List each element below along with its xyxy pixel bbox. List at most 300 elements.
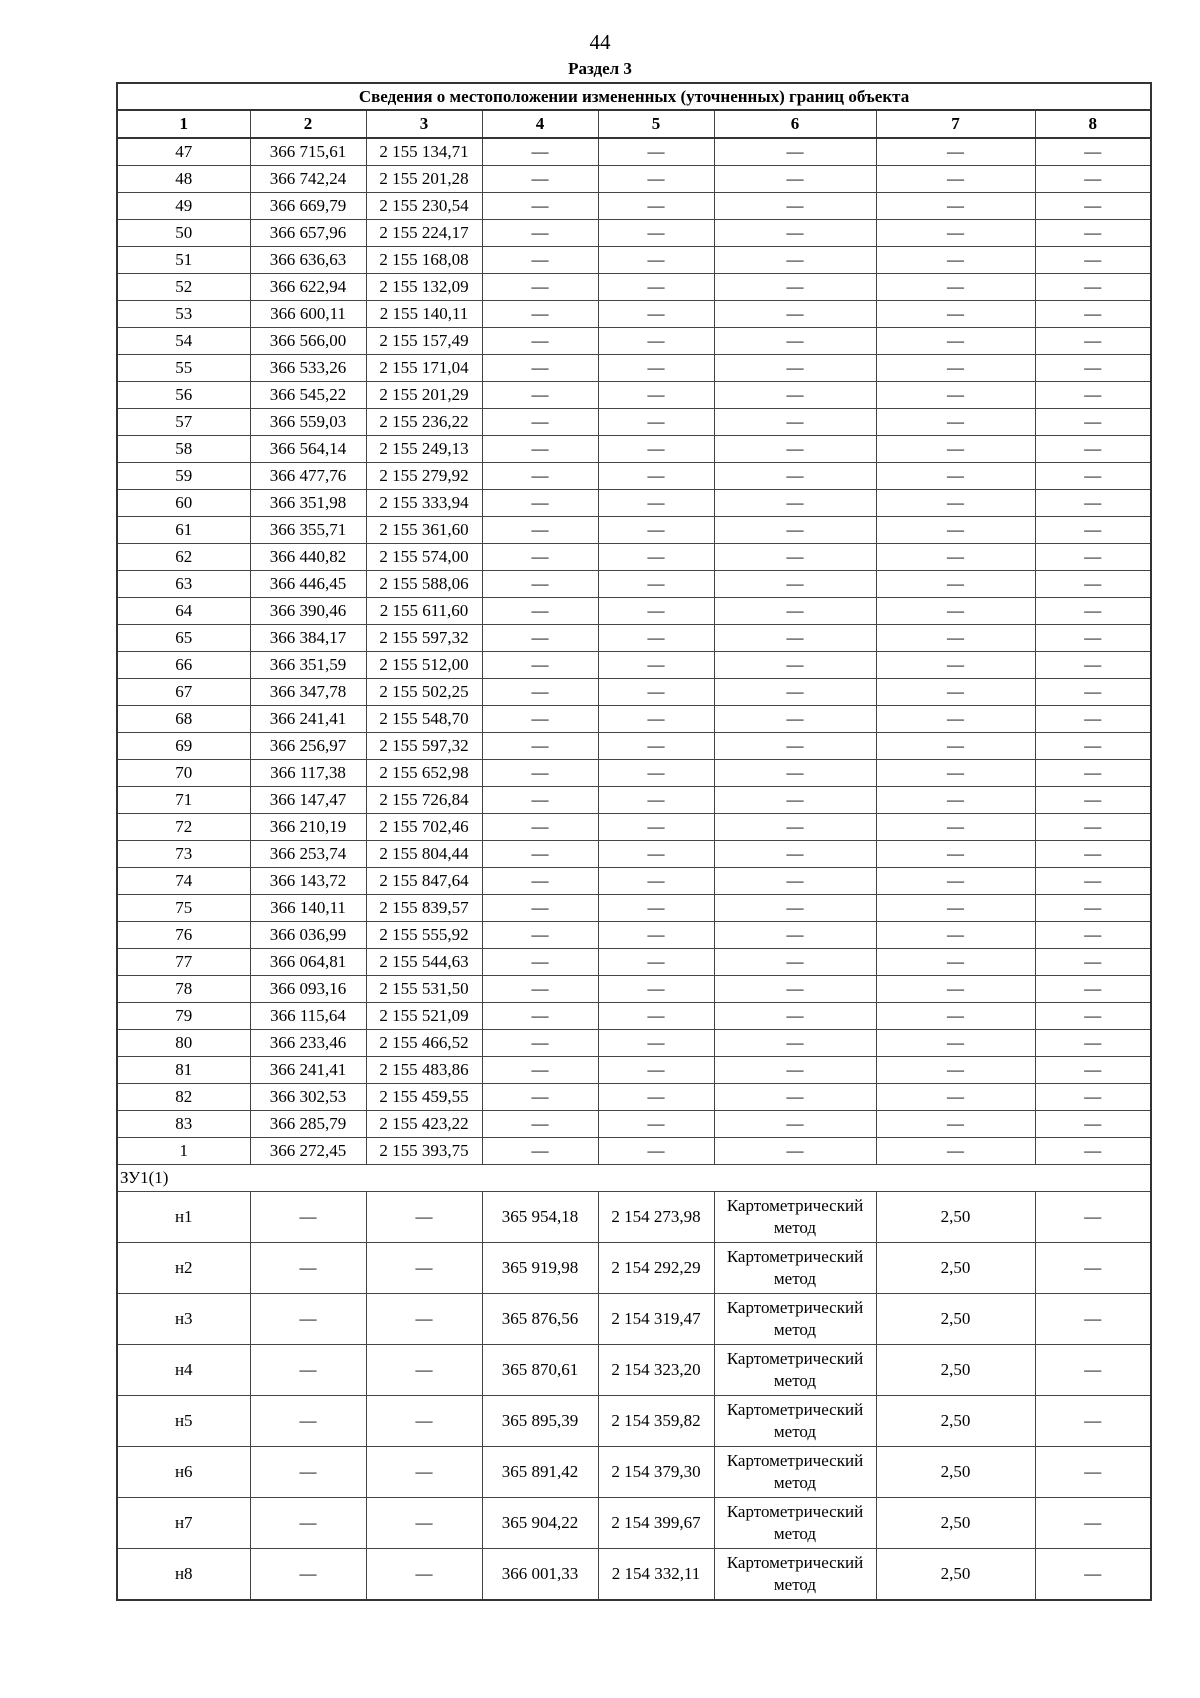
empty-value-cell: — xyxy=(482,1138,598,1165)
table-row xyxy=(117,544,1151,571)
x-coordinate-cell: 366 210,19 xyxy=(250,814,366,841)
empty-value-cell: — xyxy=(876,1057,1035,1084)
empty-value-cell: — xyxy=(598,247,714,274)
y-coordinate-cell: 2 155 393,75 xyxy=(366,1138,482,1165)
empty-value-cell: — xyxy=(714,490,876,517)
empty-value-cell: — xyxy=(482,193,598,220)
empty-value-cell: — xyxy=(482,328,598,355)
y-coordinate-cell: 2 155 249,13 xyxy=(366,436,482,463)
empty-value-cell: — xyxy=(714,220,876,247)
table-row xyxy=(117,355,1151,382)
empty-value-cell: — xyxy=(714,733,876,760)
y-coordinate-cell: 2 155 171,04 xyxy=(366,355,482,382)
x-coordinate-cell: 366 143,72 xyxy=(250,868,366,895)
point-number-cell: н2 xyxy=(117,1243,250,1294)
y-coordinate-cell: 2 154 359,82 xyxy=(598,1396,714,1447)
empty-value-cell: — xyxy=(1035,1057,1151,1084)
empty-value-cell: — xyxy=(714,1084,876,1111)
empty-value-cell: — xyxy=(250,1294,366,1345)
empty-value-cell: — xyxy=(482,598,598,625)
empty-value-cell: — xyxy=(876,598,1035,625)
point-number-cell: 71 xyxy=(117,787,250,814)
point-number-cell: н8 xyxy=(117,1549,250,1601)
table-row xyxy=(117,1396,1151,1447)
empty-value-cell: — xyxy=(482,490,598,517)
empty-value-cell: — xyxy=(598,841,714,868)
empty-value-cell: — xyxy=(366,1243,482,1294)
empty-value-cell: — xyxy=(876,274,1035,301)
accuracy-cell: 2,50 xyxy=(876,1549,1035,1601)
y-coordinate-cell: 2 155 134,71 xyxy=(366,138,482,166)
empty-value-cell: — xyxy=(482,841,598,868)
empty-value-cell: — xyxy=(1035,1138,1151,1165)
table-row xyxy=(117,895,1151,922)
empty-value-cell: — xyxy=(598,490,714,517)
empty-value-cell: — xyxy=(1035,517,1151,544)
table-row xyxy=(117,1243,1151,1294)
table-row xyxy=(117,463,1151,490)
empty-value-cell: — xyxy=(482,760,598,787)
empty-value-cell: — xyxy=(598,571,714,598)
point-number-cell: 83 xyxy=(117,1111,250,1138)
method-cell: Картометрический метод xyxy=(714,1192,876,1243)
y-coordinate-cell: 2 155 588,06 xyxy=(366,571,482,598)
empty-value-cell: — xyxy=(250,1396,366,1447)
table-row xyxy=(117,868,1151,895)
table-row xyxy=(117,193,1151,220)
x-coordinate-cell: 366 657,96 xyxy=(250,220,366,247)
empty-value-cell: — xyxy=(714,193,876,220)
method-cell: Картометрический метод xyxy=(714,1498,876,1549)
column-header: 1 xyxy=(117,110,250,138)
empty-value-cell: — xyxy=(482,544,598,571)
empty-value-cell: — xyxy=(482,949,598,976)
empty-value-cell: — xyxy=(714,138,876,166)
method-cell: Картометрический метод xyxy=(714,1345,876,1396)
empty-value-cell: — xyxy=(876,463,1035,490)
empty-value-cell: — xyxy=(1035,409,1151,436)
table-row xyxy=(117,652,1151,679)
section-title: Раздел 3 xyxy=(568,59,632,78)
empty-value-cell: — xyxy=(598,760,714,787)
empty-value-cell: — xyxy=(714,814,876,841)
y-coordinate-cell: 2 155 230,54 xyxy=(366,193,482,220)
empty-value-cell: — xyxy=(714,382,876,409)
empty-value-cell: — xyxy=(876,571,1035,598)
empty-value-cell: — xyxy=(714,247,876,274)
method-cell: Картометрический метод xyxy=(714,1549,876,1601)
point-number-cell: 78 xyxy=(117,976,250,1003)
empty-value-cell: — xyxy=(1035,1111,1151,1138)
x-coordinate-cell: 366 622,94 xyxy=(250,274,366,301)
group-header-row xyxy=(117,1165,1151,1192)
y-coordinate-cell: 2 155 804,44 xyxy=(366,841,482,868)
empty-value-cell: — xyxy=(714,652,876,679)
table-row xyxy=(117,138,1151,166)
empty-value-cell: — xyxy=(714,1003,876,1030)
column-header: 6 xyxy=(714,110,876,138)
empty-value-cell: — xyxy=(482,625,598,652)
empty-value-cell: — xyxy=(366,1447,482,1498)
empty-value-cell: — xyxy=(482,220,598,247)
empty-value-cell: — xyxy=(366,1294,482,1345)
empty-value-cell: — xyxy=(714,1138,876,1165)
empty-value-cell: — xyxy=(876,1030,1035,1057)
empty-value-cell: — xyxy=(598,922,714,949)
x-coordinate-cell: 366 001,33 xyxy=(482,1549,598,1601)
x-coordinate-cell: 366 600,11 xyxy=(250,301,366,328)
column-header: 4 xyxy=(482,110,598,138)
empty-value-cell: — xyxy=(598,544,714,571)
point-number-cell: 76 xyxy=(117,922,250,949)
empty-value-cell: — xyxy=(598,1003,714,1030)
table-row xyxy=(117,733,1151,760)
empty-value-cell: — xyxy=(876,301,1035,328)
method-cell: Картометрический метод xyxy=(714,1243,876,1294)
empty-value-cell: — xyxy=(1035,1549,1151,1601)
empty-value-cell: — xyxy=(1035,679,1151,706)
table-row xyxy=(117,490,1151,517)
x-coordinate-cell: 366 440,82 xyxy=(250,544,366,571)
empty-value-cell: — xyxy=(714,598,876,625)
empty-value-cell: — xyxy=(876,247,1035,274)
empty-value-cell: — xyxy=(876,328,1035,355)
empty-value-cell: — xyxy=(1035,652,1151,679)
point-number-cell: н1 xyxy=(117,1192,250,1243)
x-coordinate-cell: 366 241,41 xyxy=(250,706,366,733)
empty-value-cell: — xyxy=(598,733,714,760)
empty-value-cell: — xyxy=(876,409,1035,436)
empty-value-cell: — xyxy=(482,382,598,409)
empty-value-cell: — xyxy=(598,706,714,733)
y-coordinate-cell: 2 155 555,92 xyxy=(366,922,482,949)
x-coordinate-cell: 366 477,76 xyxy=(250,463,366,490)
boundary-table xyxy=(116,82,1152,1601)
empty-value-cell: — xyxy=(714,463,876,490)
column-header: 7 xyxy=(876,110,1035,138)
empty-value-cell: — xyxy=(1035,382,1151,409)
y-coordinate-cell: 2 155 224,17 xyxy=(366,220,482,247)
empty-value-cell: — xyxy=(598,138,714,166)
table-row xyxy=(117,1111,1151,1138)
empty-value-cell: — xyxy=(598,679,714,706)
x-coordinate-cell: 366 669,79 xyxy=(250,193,366,220)
empty-value-cell: — xyxy=(876,787,1035,814)
empty-value-cell: — xyxy=(714,328,876,355)
x-coordinate-cell: 366 715,61 xyxy=(250,138,366,166)
empty-value-cell: — xyxy=(876,652,1035,679)
y-coordinate-cell: 2 155 459,55 xyxy=(366,1084,482,1111)
empty-value-cell: — xyxy=(1035,1084,1151,1111)
empty-value-cell: — xyxy=(714,409,876,436)
y-coordinate-cell: 2 155 544,63 xyxy=(366,949,482,976)
point-number-cell: 1 xyxy=(117,1138,250,1165)
empty-value-cell: — xyxy=(1035,868,1151,895)
empty-value-cell: — xyxy=(714,841,876,868)
point-number-cell: 66 xyxy=(117,652,250,679)
table-caption: Сведения о местоположении измененных (уточненных) границ объекта xyxy=(117,83,1151,110)
empty-value-cell: — xyxy=(482,922,598,949)
empty-value-cell: — xyxy=(598,382,714,409)
empty-value-cell: — xyxy=(482,787,598,814)
x-coordinate-cell: 365 876,56 xyxy=(482,1294,598,1345)
y-coordinate-cell: 2 155 611,60 xyxy=(366,598,482,625)
point-number-cell: 73 xyxy=(117,841,250,868)
empty-value-cell: — xyxy=(482,1030,598,1057)
x-coordinate-cell: 366 093,16 xyxy=(250,976,366,1003)
empty-value-cell: — xyxy=(598,598,714,625)
y-coordinate-cell: 2 155 279,92 xyxy=(366,463,482,490)
empty-value-cell: — xyxy=(482,1111,598,1138)
table-row xyxy=(117,301,1151,328)
empty-value-cell: — xyxy=(1035,274,1151,301)
empty-value-cell: — xyxy=(714,922,876,949)
empty-value-cell: — xyxy=(598,193,714,220)
y-coordinate-cell: 2 154 323,20 xyxy=(598,1345,714,1396)
table-row xyxy=(117,1003,1151,1030)
point-number-cell: 53 xyxy=(117,301,250,328)
empty-value-cell: — xyxy=(1035,841,1151,868)
empty-value-cell: — xyxy=(1035,1243,1151,1294)
point-number-cell: 70 xyxy=(117,760,250,787)
table-row xyxy=(117,220,1151,247)
x-coordinate-cell: 366 533,26 xyxy=(250,355,366,382)
empty-value-cell: — xyxy=(598,895,714,922)
empty-value-cell: — xyxy=(1035,706,1151,733)
empty-value-cell: — xyxy=(714,895,876,922)
empty-value-cell: — xyxy=(482,355,598,382)
empty-value-cell: — xyxy=(598,274,714,301)
empty-value-cell: — xyxy=(482,652,598,679)
empty-value-cell: — xyxy=(598,517,714,544)
empty-value-cell: — xyxy=(1035,922,1151,949)
table-row xyxy=(117,922,1151,949)
empty-value-cell: — xyxy=(876,679,1035,706)
x-coordinate-cell: 366 545,22 xyxy=(250,382,366,409)
group-label: ЗУ1(1) xyxy=(117,1165,1151,1192)
method-cell: Картометрический метод xyxy=(714,1396,876,1447)
point-number-cell: н3 xyxy=(117,1294,250,1345)
y-coordinate-cell: 2 155 201,28 xyxy=(366,166,482,193)
empty-value-cell: — xyxy=(1035,895,1151,922)
point-number-cell: 77 xyxy=(117,949,250,976)
table-row xyxy=(117,841,1151,868)
accuracy-cell: 2,50 xyxy=(876,1447,1035,1498)
empty-value-cell: — xyxy=(876,841,1035,868)
y-coordinate-cell: 2 155 201,29 xyxy=(366,382,482,409)
point-number-cell: 80 xyxy=(117,1030,250,1057)
y-coordinate-cell: 2 155 531,50 xyxy=(366,976,482,1003)
x-coordinate-cell: 365 954,18 xyxy=(482,1192,598,1243)
x-coordinate-cell: 366 253,74 xyxy=(250,841,366,868)
x-coordinate-cell: 365 904,22 xyxy=(482,1498,598,1549)
x-coordinate-cell: 366 117,38 xyxy=(250,760,366,787)
empty-value-cell: — xyxy=(876,355,1035,382)
empty-value-cell: — xyxy=(714,787,876,814)
x-coordinate-cell: 366 351,98 xyxy=(250,490,366,517)
empty-value-cell: — xyxy=(1035,328,1151,355)
y-coordinate-cell: 2 155 847,64 xyxy=(366,868,482,895)
empty-value-cell: — xyxy=(1035,301,1151,328)
empty-value-cell: — xyxy=(1035,1396,1151,1447)
empty-value-cell: — xyxy=(598,976,714,1003)
x-coordinate-cell: 366 742,24 xyxy=(250,166,366,193)
point-number-cell: 51 xyxy=(117,247,250,274)
empty-value-cell: — xyxy=(714,976,876,1003)
y-coordinate-cell: 2 155 236,22 xyxy=(366,409,482,436)
empty-value-cell: — xyxy=(1035,787,1151,814)
empty-value-cell: — xyxy=(1035,166,1151,193)
point-number-cell: 61 xyxy=(117,517,250,544)
empty-value-cell: — xyxy=(1035,760,1151,787)
empty-value-cell: — xyxy=(876,760,1035,787)
empty-value-cell: — xyxy=(482,706,598,733)
empty-value-cell: — xyxy=(876,517,1035,544)
accuracy-cell: 2,50 xyxy=(876,1192,1035,1243)
empty-value-cell: — xyxy=(714,868,876,895)
y-coordinate-cell: 2 155 574,00 xyxy=(366,544,482,571)
x-coordinate-cell: 365 891,42 xyxy=(482,1447,598,1498)
empty-value-cell: — xyxy=(250,1192,366,1243)
y-coordinate-cell: 2 155 702,46 xyxy=(366,814,482,841)
empty-value-cell: — xyxy=(598,1111,714,1138)
empty-value-cell: — xyxy=(1035,625,1151,652)
empty-value-cell: — xyxy=(714,517,876,544)
table-row xyxy=(117,976,1151,1003)
point-number-cell: 69 xyxy=(117,733,250,760)
table-row xyxy=(117,328,1151,355)
point-number-cell: 54 xyxy=(117,328,250,355)
table-row xyxy=(117,1345,1151,1396)
empty-value-cell: — xyxy=(482,1084,598,1111)
empty-value-cell: — xyxy=(1035,733,1151,760)
empty-value-cell: — xyxy=(366,1345,482,1396)
empty-value-cell: — xyxy=(598,1084,714,1111)
point-number-cell: 64 xyxy=(117,598,250,625)
empty-value-cell: — xyxy=(482,571,598,598)
empty-value-cell: — xyxy=(598,328,714,355)
empty-value-cell: — xyxy=(482,436,598,463)
table-row xyxy=(117,382,1151,409)
x-coordinate-cell: 366 351,59 xyxy=(250,652,366,679)
empty-value-cell: — xyxy=(1035,598,1151,625)
empty-value-cell: — xyxy=(714,166,876,193)
x-coordinate-cell: 366 036,99 xyxy=(250,922,366,949)
method-cell: Картометрический метод xyxy=(714,1447,876,1498)
table-row xyxy=(117,787,1151,814)
empty-value-cell: — xyxy=(1035,976,1151,1003)
empty-value-cell: — xyxy=(598,814,714,841)
x-coordinate-cell: 366 347,78 xyxy=(250,679,366,706)
table-row xyxy=(117,409,1151,436)
y-coordinate-cell: 2 155 168,08 xyxy=(366,247,482,274)
empty-value-cell: — xyxy=(1035,220,1151,247)
empty-value-cell: — xyxy=(482,868,598,895)
empty-value-cell: — xyxy=(876,922,1035,949)
empty-value-cell: — xyxy=(482,463,598,490)
y-coordinate-cell: 2 155 502,25 xyxy=(366,679,482,706)
table-caption-row xyxy=(117,83,1151,110)
empty-value-cell: — xyxy=(598,1030,714,1057)
accuracy-cell: 2,50 xyxy=(876,1243,1035,1294)
column-header: 3 xyxy=(366,110,482,138)
table-row xyxy=(117,1192,1151,1243)
y-coordinate-cell: 2 155 597,32 xyxy=(366,625,482,652)
table-row xyxy=(117,1294,1151,1345)
x-coordinate-cell: 365 919,98 xyxy=(482,1243,598,1294)
empty-value-cell: — xyxy=(1035,436,1151,463)
point-number-cell: 56 xyxy=(117,382,250,409)
empty-value-cell: — xyxy=(482,976,598,1003)
table-row xyxy=(117,760,1151,787)
empty-value-cell: — xyxy=(876,166,1035,193)
empty-value-cell: — xyxy=(598,1057,714,1084)
x-coordinate-cell: 366 285,79 xyxy=(250,1111,366,1138)
y-coordinate-cell: 2 154 399,67 xyxy=(598,1498,714,1549)
x-coordinate-cell: 366 384,17 xyxy=(250,625,366,652)
accuracy-cell: 2,50 xyxy=(876,1396,1035,1447)
y-coordinate-cell: 2 154 379,30 xyxy=(598,1447,714,1498)
x-coordinate-cell: 366 390,46 xyxy=(250,598,366,625)
empty-value-cell: — xyxy=(598,355,714,382)
table-row xyxy=(117,517,1151,544)
empty-value-cell: — xyxy=(482,274,598,301)
empty-value-cell: — xyxy=(1035,247,1151,274)
empty-value-cell: — xyxy=(714,355,876,382)
empty-value-cell: — xyxy=(876,814,1035,841)
y-coordinate-cell: 2 155 597,32 xyxy=(366,733,482,760)
x-coordinate-cell: 366 064,81 xyxy=(250,949,366,976)
table-row xyxy=(117,436,1151,463)
empty-value-cell: — xyxy=(876,706,1035,733)
x-coordinate-cell: 366 272,45 xyxy=(250,1138,366,1165)
point-number-cell: 59 xyxy=(117,463,250,490)
y-coordinate-cell: 2 154 332,11 xyxy=(598,1549,714,1601)
empty-value-cell: — xyxy=(876,733,1035,760)
column-header: 8 xyxy=(1035,110,1151,138)
empty-value-cell: — xyxy=(366,1396,482,1447)
table-row xyxy=(117,1138,1151,1165)
y-coordinate-cell: 2 155 548,70 xyxy=(366,706,482,733)
empty-value-cell: — xyxy=(598,625,714,652)
table-row xyxy=(117,571,1151,598)
empty-value-cell: — xyxy=(482,409,598,436)
table-row xyxy=(117,166,1151,193)
y-coordinate-cell: 2 155 423,22 xyxy=(366,1111,482,1138)
point-number-cell: 50 xyxy=(117,220,250,247)
empty-value-cell: — xyxy=(482,247,598,274)
table-row xyxy=(117,1498,1151,1549)
empty-value-cell: — xyxy=(482,138,598,166)
x-coordinate-cell: 366 559,03 xyxy=(250,409,366,436)
empty-value-cell: — xyxy=(1035,1498,1151,1549)
column-header: 2 xyxy=(250,110,366,138)
empty-value-cell: — xyxy=(876,625,1035,652)
empty-value-cell: — xyxy=(598,463,714,490)
point-number-cell: 67 xyxy=(117,679,250,706)
y-coordinate-cell: 2 154 273,98 xyxy=(598,1192,714,1243)
empty-value-cell: — xyxy=(1035,1192,1151,1243)
y-coordinate-cell: 2 155 132,09 xyxy=(366,274,482,301)
point-number-cell: 48 xyxy=(117,166,250,193)
empty-value-cell: — xyxy=(876,976,1035,1003)
table-row xyxy=(117,1030,1151,1057)
empty-value-cell: — xyxy=(482,733,598,760)
empty-value-cell: — xyxy=(598,868,714,895)
point-number-cell: 74 xyxy=(117,868,250,895)
empty-value-cell: — xyxy=(250,1549,366,1601)
empty-value-cell: — xyxy=(876,949,1035,976)
